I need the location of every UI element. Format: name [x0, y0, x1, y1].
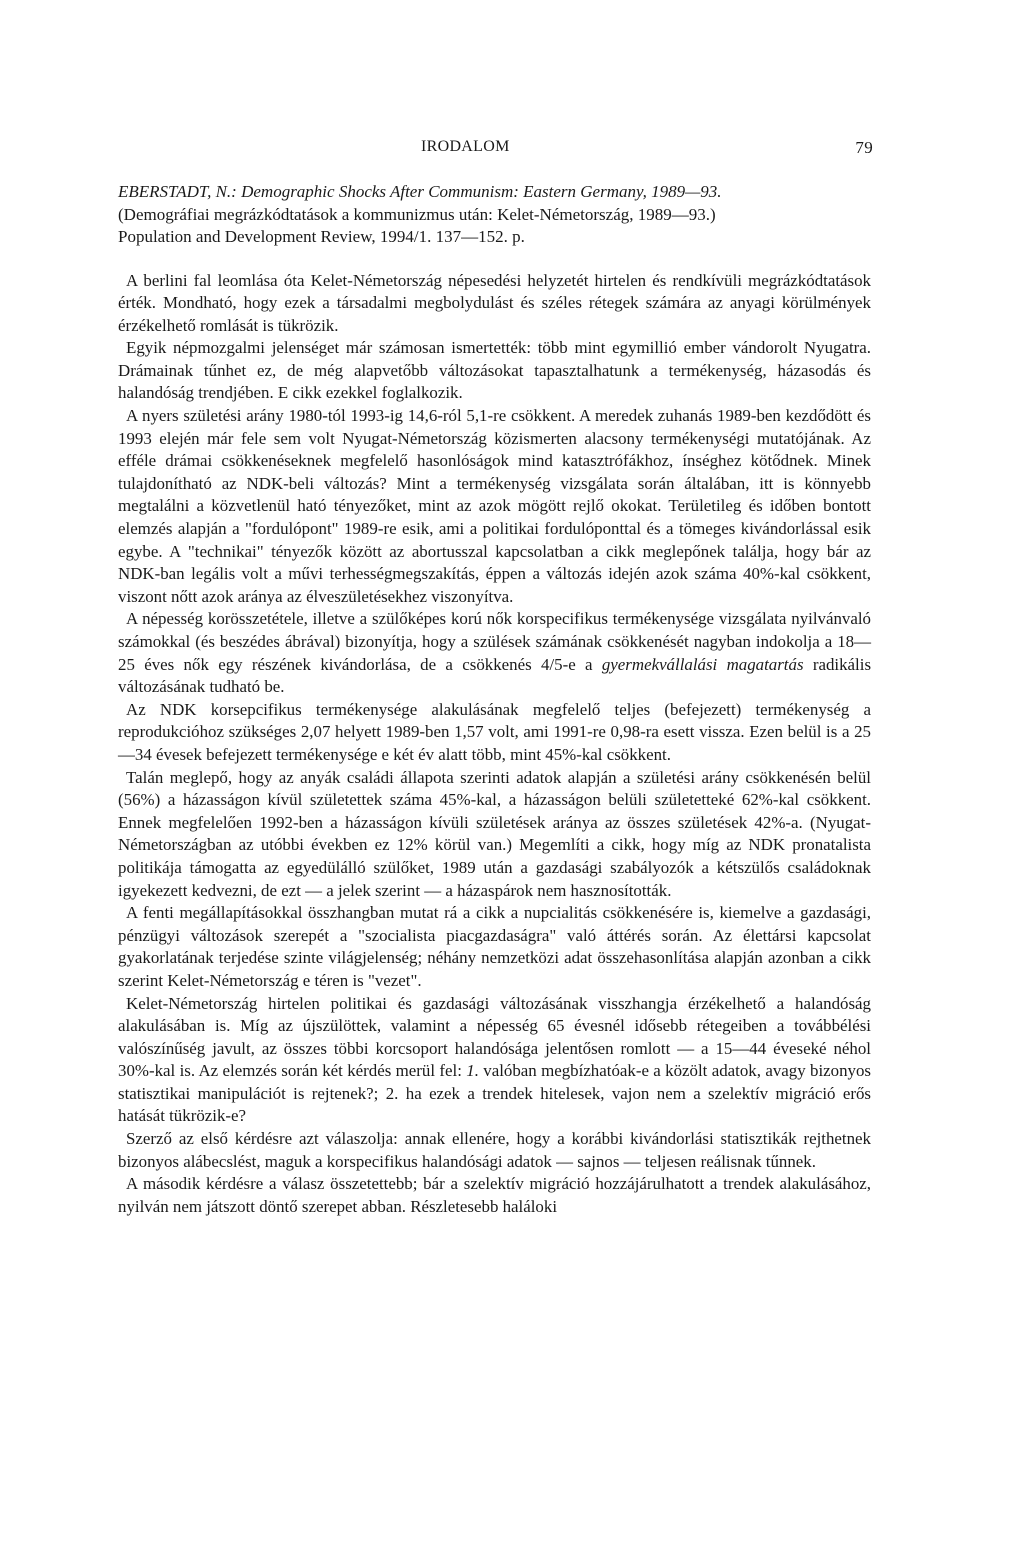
paragraph: Talán meglepő, hogy az anyák családi állapota szerinti adatok alapján a születési arány csökkenésén belül (56%) a házasságon kívül születettek száma 45%-kal, a házasságon belüli születetteké 62%-kal csökkent. Ennek megfelelően 1992-ben a házasságon kívüli születések aránya az összes születések 42%-a. (Nyugat-Németországban az utóbbi években ez 12% körül van.) Megemlíti a cikk, hogy míg az NDK pronatalista politikája támogatta az egyedülálló szülőket, 1989 után a gazdasági szabályozók a kétszülős családoknak igyekezett kedvezni, de ezt — a jelek szerint — a házaspárok nem hasznosították. [118, 767, 871, 900]
emphasized-term: 1. [466, 1061, 479, 1081]
emphasized-term: gyermekvállalási magatartás [601, 654, 804, 674]
paragraph [118, 993, 871, 1129]
paragraph: A nyers születési arány 1980-tól 1993-ig 14,6-ról 5,1-re csökkent. A meredek zuhanás 1989-ben kezdődött és 1993 elején már fele sem volt Nyugat-Németország közismerten alacsony termékenységi mutatójának. Az efféle drámai csökkenéseknek megfelelő hasonlóságok mind katasztrófákhoz, ínséghez kötődnek. Minek tulajdonítható az NDK-beli változás? Mint a termékenység vizsgálata során általában, itt is könnyebb megtalálni a közvetlenül ható tényezőket, mint az azok mögött rejlő okokat. Területileg és időben bontott elemzés alapján a "fordulópont" 1989-re esik, ami a politikai fordulóponttal és a tömeges kivándorlással esik egybe. A "technikai" tényezők között az abortusszal kapcsolatban a cikk meglepőnek találja, hogy bár az NDK-ban legális volt a művi terhességmegszakítás, éppen a változás idején azok száma 40%-kal csökkent, viszont nőtt azok aránya az élveszületésekhez viszonyítva. [118, 406, 871, 606]
journal-page [118, 138, 871, 1218]
paragraph: A második kérdésre a válasz összetettebb; bár a szelektív migráció hozzájárulhatott a trendek alakulásához, nyilván nem játszott döntő szerepet abban. Részletesebb haláloki [118, 1174, 871, 1216]
paragraph-text: Kelet-Németország hirtelen politikai és gazdasági változásának visszhangja érzékelhető a halandóság alakulásában is. Míg az újszülöttek, valamint a népesség 65 évesnél idősebb rétegeiben a továbbélési valószínűség javult, az összes többi korcsoport halandósága jelentősen romlott — a 15—44 éveseké néhol 30%-kal is. Az elemzés során két kérdés merül fel: [118, 993, 871, 1081]
paragraph [118, 608, 871, 698]
citation-original-title: Demographic Shocks After Communism: Eastern Germany, 1989—93. [241, 182, 722, 201]
review-body [118, 270, 871, 1219]
running-title: IRODALOM [421, 138, 510, 155]
bibliographic-citation [118, 181, 871, 249]
citation-source: Population and Development Review, 1994/1. 137—152. p. [118, 227, 525, 246]
paragraph: Az NDK korsepcifikus termékenysége alakulásának megfelelő teljes (befejezett) termékenység a reprodukcióhoz szükséges 2,07 helyett 1989-ben 1,57 volt, ami 1991-re 0,98-ra esett vissza. Ezen belül is a 25—34 évesek befejezett termékenysége e két év alatt több, mint 45%-kal csökkent. [118, 699, 871, 764]
running-head [118, 138, 871, 166]
paragraph: Szerző az első kérdésre azt válaszolja: annak ellenére, hogy a korábbi kivándorlási statisztikák rejthetnek bizonyos alábecslést, maguk a korspecifikus halandósági adatok — sajnos — teljesen reálisnak tűnnek. [118, 1129, 871, 1171]
citation-authors: EBERSTADT, N.: [118, 182, 237, 201]
paragraph: Egyik népmozgalmi jelenséget már számosan ismertették: több mint egymillió ember vándorolt Nyugatra. Drámainak tűnhet ez, de még alapvetőbb változásokat tapasztalhatunk a termékenység, házasodás és halandóság trendjében. E cikk ezekkel foglalkozik. [118, 338, 871, 403]
paragraph: A berlini fal leomlása óta Kelet-Németország népesedési helyzetét hirtelen és rendkívüli megrázkódtatások érték. Mondható, hogy ezek a társadalmi megbolydulást és széles rétegek számára az anyagi körülmények érzékelhető romlását is tükrözik. [118, 270, 871, 335]
paragraph-text: valóban megbízhatóak-e a közölt adatok, avagy bizonyos statisztikai manipulációt is rejtenek?; 2. ha ezek a trendek hitelesek, vajon nem a szelektív migráció erős hatását tükrözik-e? [118, 1061, 871, 1126]
citation-translated-title: (Demográfiai megrázkódtatások a kommunizmus után: Kelet-Németország, 1989—93.) [118, 204, 716, 224]
paragraph-text: A népesség korösszetétele, illetve a szülőképes korú nők korspecifikus termékenysége vizsgálata nyilvánvaló számokkal (és beszédes ábrával) bizonyítja, hogy a szülések számának csökkenését nagyban indokolja a 18—25 éves nők egy részének kivándorlása, de a csökkenés 4/5-e a [118, 609, 871, 674]
paragraph: A fenti megállapításokkal összhangban mutat rá a cikk a nupcialitás csökkenésére is, kiemelve a gazdasági, pénzügyi változások szerepét a "szocialista piacgazdaságra" való áttérés során. Az élettársi kapcsolat gyakorlatának terjedése szinte világjelenség; néhány nemzetközi adat összehasonlítása alapján azonban a cikk szerint Kelet-Németország e téren is "vezet". [118, 903, 871, 990]
paragraph-text: radikális változásának tudható be. [118, 654, 872, 697]
citation-first-line [118, 181, 871, 204]
page-number: 79 [855, 138, 873, 157]
